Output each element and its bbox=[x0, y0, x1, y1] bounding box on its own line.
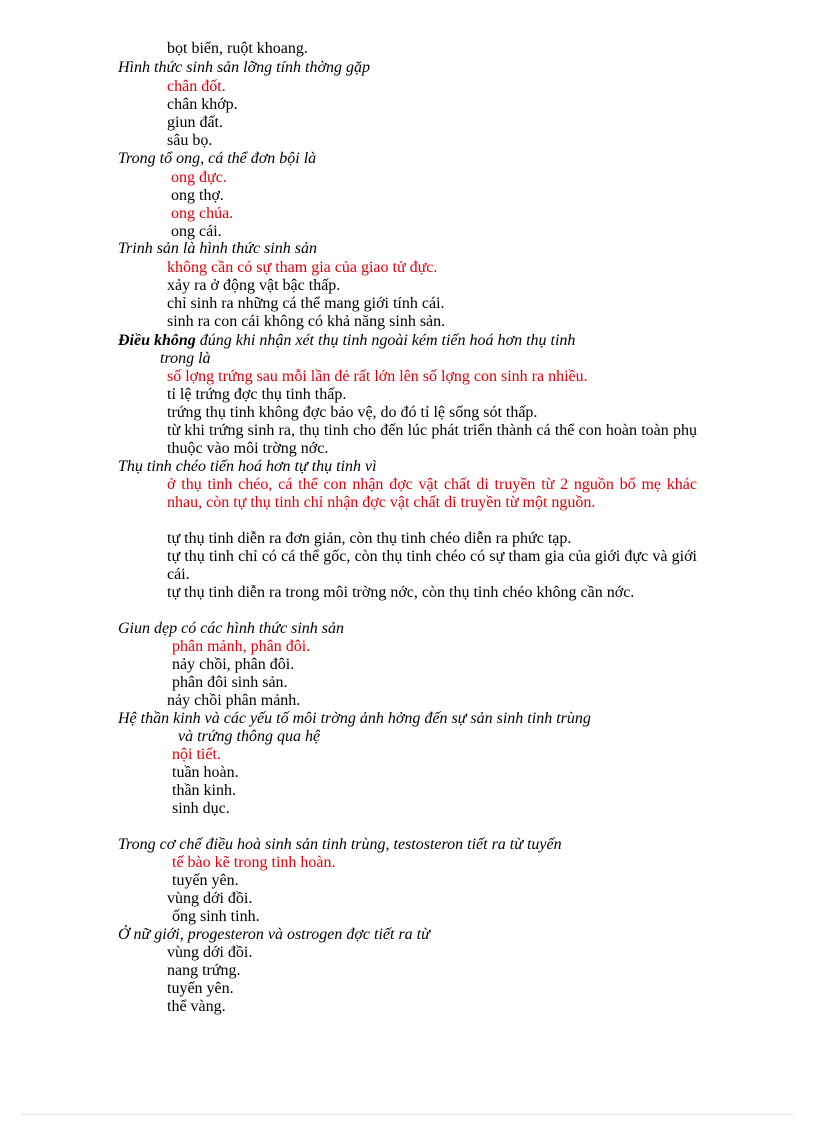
question-7-prompt: Hệ thần kinh và các yếu tố môi trờng ảnh hởng đến sự sản sinh tinh trùng bbox=[118, 710, 591, 727]
question-6-option: nảy chồi, phân đôi. bbox=[172, 656, 295, 673]
question-9-option: nang trứng. bbox=[167, 962, 241, 979]
question-8-option: vùng dới đồi. bbox=[167, 890, 253, 907]
question-4-option: từ khi trứng sinh ra, thụ tinh cho đến lúc phát triển thành cá thể con hoàn toàn phụ thuộc vào môi trờng nớc. bbox=[167, 422, 697, 457]
question-5-option: tự thụ tinh diễn ra đơn giản, còn thụ tinh chéo diễn ra phức tạp. bbox=[167, 530, 572, 547]
question-5-answer: ở thụ tinh chéo, cá thể con nhận đợc vật chất di truyền từ 2 nguồn bố mẹ khác nhau, còn tự thụ tinh chỉ nhận đợc vật chất di truyền từ một nguồn. bbox=[167, 476, 697, 511]
question-5-option: tự thụ tinh chỉ có cá thể gốc, còn thụ tinh chéo có sự tham gia của giới đực và giới cái. bbox=[167, 548, 697, 583]
page-footer-rule bbox=[22, 1114, 794, 1115]
question-1-answer: chân đốt. bbox=[167, 78, 226, 95]
question-5-prompt: Thụ tinh chéo tiến hoá hơn tự thụ tinh vì bbox=[118, 458, 377, 475]
question-9-option: tuyến yên. bbox=[167, 980, 234, 997]
question-3-answer: không cần có sự tham gia của giao tử đực. bbox=[167, 259, 438, 276]
question-8-option: tuyến yên. bbox=[172, 872, 239, 889]
question-8-option: ống sinh tinh. bbox=[172, 908, 260, 925]
question-5-option: tự thụ tinh diễn ra trong môi trờng nớc, còn thụ tinh chéo không cần nớc. bbox=[167, 584, 635, 601]
question-3-option: chỉ sinh ra những cá thể mang giới tính cái. bbox=[167, 295, 445, 312]
question-7-answer: nội tiết. bbox=[172, 746, 221, 763]
question-7-prompt-cont: và trứng thông qua hệ bbox=[178, 728, 321, 745]
question-9-option: vùng dới đồi. bbox=[167, 944, 253, 961]
question-4-option: trứng thụ tinh không đợc bảo vệ, do đó tỉ lệ sống sót thấp. bbox=[167, 404, 538, 421]
question-2-prompt: Trong tổ ong, cá thể đơn bội là bbox=[118, 150, 317, 167]
page-fragment: bọt biển, ruột khoang. bbox=[167, 40, 308, 57]
question-6-answer: phân mảnh, phân đôi. bbox=[172, 638, 311, 655]
question-2-answer: ong đực. bbox=[171, 169, 227, 186]
question-4-prompt bbox=[118, 332, 575, 350]
question-8-prompt: Trong cơ chế điều hoà sinh sản tinh trùng, testosteron tiết ra từ tuyến bbox=[118, 836, 562, 853]
question-6-prompt: Giun dẹp có các hình thức sinh sản bbox=[118, 620, 345, 637]
question-4-prompt-cont: trong là bbox=[160, 350, 211, 367]
question-1-option: sâu bọ. bbox=[167, 132, 213, 149]
question-4-emphasis: Điều không bbox=[118, 332, 196, 349]
question-8-answer: tế bào kẽ trong tinh hoàn. bbox=[172, 854, 336, 871]
question-4-option: tỉ lệ trứng đợc thụ tinh thấp. bbox=[167, 386, 347, 403]
question-4-prompt-text: đúng khi nhận xét thụ tinh ngoài kém tiến hoá hơn thụ tinh bbox=[199, 332, 576, 349]
question-1-option: giun đất. bbox=[167, 114, 223, 131]
question-7-option: thần kinh. bbox=[172, 782, 236, 799]
question-1-prompt: Hình thức sinh sản lỡng tính thờng gặp bbox=[118, 59, 371, 76]
question-9-option: thể vàng. bbox=[167, 998, 226, 1015]
question-1-option: chân khớp. bbox=[167, 96, 238, 113]
question-2-option-highlight: ong chúa. bbox=[171, 205, 234, 222]
question-7-option: tuần hoàn. bbox=[172, 764, 239, 781]
question-3-option: xảy ra ở động vật bậc thấp. bbox=[167, 277, 341, 294]
question-2-option: ong thợ. bbox=[171, 187, 224, 204]
question-6-option: phân đôi sinh sản. bbox=[172, 674, 288, 691]
question-3-option: sinh ra con cái không có khả năng sinh sản. bbox=[167, 313, 446, 330]
question-3-prompt: Trinh sản là hình thức sinh sản bbox=[118, 240, 317, 257]
question-4-answer: số lợng trứng sau mỗi lần đẻ rất lớn lên số lợng con sinh ra nhiều. bbox=[167, 368, 588, 385]
question-9-prompt: Ở nữ giới, progesteron và ostrogen đợc tiết ra từ bbox=[118, 926, 430, 943]
question-7-option: sinh dục. bbox=[172, 800, 230, 817]
question-2-option: ong cái. bbox=[171, 223, 222, 240]
question-6-option: nảy chồi phân mảnh. bbox=[167, 692, 301, 709]
